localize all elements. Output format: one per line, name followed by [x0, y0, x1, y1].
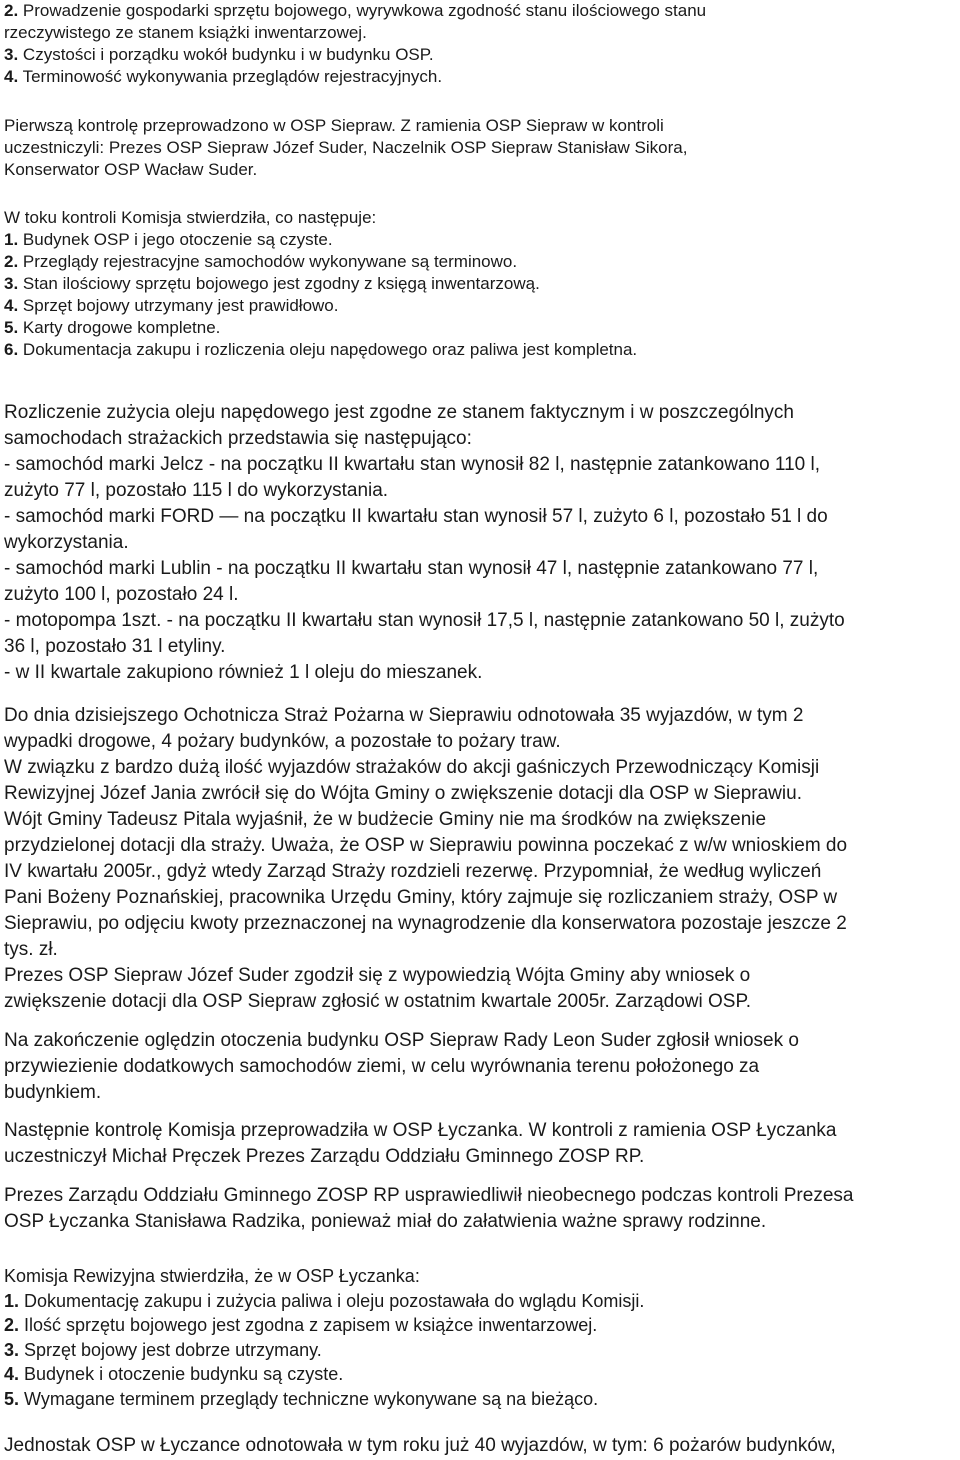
item-text: Sprzęt bojowy jest dobrze utrzymany. — [19, 1339, 322, 1360]
item-number: 4. — [4, 1364, 20, 1384]
text-line: uczestniczył Michał Pręczek Prezes Zarządu Oddziału Gminnego ZOSP RP. — [4, 1146, 645, 1167]
list-item — [4, 22, 706, 44]
item-number: 5. — [4, 1388, 20, 1409]
item-number: 3. — [4, 45, 19, 64]
findings-intro: Komisja Rewizyjna stwierdziła, że w OSP Łyczanka: — [4, 1266, 420, 1286]
text-line: W związku z bardzo dużą ilość wyjazdów strażaków do akcji gaśniczych Przewodniczący Komisji — [4, 757, 820, 778]
text-line: Sieprawiu, po odjęciu kwoty przeznaczonej na wynagrodzenie dla konserwatora pozostaje jeszcze 2 — [4, 913, 847, 934]
item-text: Budynek i otoczenie budynku są czyste. — [19, 1364, 344, 1384]
closing-inspection-paragraph — [4, 1028, 799, 1106]
item-text: Ilość sprzętu bojowego jest zgodna z zapisem w książce inwentarzowej. — [19, 1315, 598, 1335]
list-item — [4, 66, 706, 88]
item-number: 5. — [4, 318, 19, 337]
item-text: Przeglądy rejestracyjne samochodów wykonywane są terminowo. — [18, 252, 518, 271]
text-line: uczestniczyli: Prezes OSP Siepraw Józef Suder, Naczelnik OSP Siepraw Stanisław Sikora, — [4, 138, 688, 157]
list-item — [4, 251, 637, 273]
list-item — [4, 1338, 644, 1363]
list-item — [4, 317, 637, 339]
item-text: Terminowość wykonywania przeglądów rejestracyjnych. — [18, 67, 443, 86]
item-text: Stan ilościowy sprzętu bojowego jest zgodny z księgą inwentarzową. — [18, 274, 540, 293]
findings-list-lyczanka — [4, 1264, 644, 1411]
list-item — [4, 0, 706, 22]
item-text: Budynek OSP i jego otoczenie są czyste. — [18, 230, 333, 249]
list-item — [4, 1289, 644, 1314]
text-line: Następnie kontrolę Komisja przeprowadziła w OSP Łyczanka. W kontroli z ramienia OSP Łyczanka — [4, 1120, 837, 1141]
list-item — [4, 295, 637, 317]
text-line: 36 l, pozostało 31 l etyliny. — [4, 636, 226, 657]
control-scope-list — [4, 0, 706, 88]
item-number: 4. — [4, 67, 19, 86]
fuel-settlement-paragraph — [4, 400, 845, 686]
text-line: Prezes Zarządu Oddziału Gminnego ZOSP RP usprawiedliwił nieobecnego podczas kontroli Prezesa — [4, 1185, 854, 1206]
text-line: zużyto 100 l, pozostało 24 l. — [4, 584, 239, 605]
text-line: Do dnia dzisiejszego Ochotnicza Straż Pożarna w Sieprawiu odnotowała 35 wyjazdów, w tym 2 — [4, 705, 804, 726]
list-item — [4, 1387, 644, 1412]
text-line: tys. zł. — [4, 939, 58, 960]
text-line: przydzielonej dotacji dla straży. Uważa, że OSP w Sieprawiu powinna poczekać z w/w wnioskiem do — [4, 835, 848, 856]
text-line: - samochód marki Jelcz - na początku II kwartału stan wynosił 82 l, następnie zatankowano 110 l, — [4, 454, 820, 475]
text-line: zwiększenie dotacji dla OSP Siepraw zgłosić w ostatnim kwartale 2005r. Zarządowi OSP. — [4, 991, 751, 1012]
text-line: wypadki drogowe, 4 pożary budynków, a pozostałe to pożary traw. — [4, 731, 561, 752]
item-number: 3. — [4, 1339, 20, 1360]
list-item — [4, 273, 637, 295]
text-line: Rewizyjnej Józef Jania zwrócił się do Wójta Gminy o zwiększenie dotacji dla OSP w Sieprawiu. — [4, 783, 802, 804]
first-control-paragraph — [4, 115, 687, 181]
text-line: - samochód marki FORD — na początku II kwartału stan wynosił 57 l, zużyto 6 l, pozostało 51 l do — [4, 506, 828, 527]
text-line: Jednostak OSP w Łyczance odnotowała w tym roku już 40 wyjazdów, w tym: 6 pożarów budynków, — [4, 1435, 836, 1456]
dispatches-paragraph — [4, 703, 847, 1015]
list-item — [4, 229, 637, 251]
text-line: Pierwszą kontrolę przeprowadzono w OSP Siepraw. Z ramienia OSP Siepraw w kontroli — [4, 116, 664, 135]
text-line: budynkiem. — [4, 1082, 102, 1103]
item-number: 2. — [4, 1, 19, 20]
text-line: - motopompa 1szt. - na początku II kwartału stan wynosił 17,5 l, następnie zatankowano 50 l, zużyto — [4, 610, 845, 631]
list-item — [4, 1362, 644, 1387]
item-number: 1. — [4, 230, 19, 249]
findings-intro: W toku kontroli Komisja stwierdziła, co następuje: — [4, 208, 377, 227]
text-line: OSP Łyczanka Stanisława Radzika, ponieważ miał do załatwienia ważne sprawy rodzinne. — [4, 1211, 767, 1232]
absence-paragraph — [4, 1183, 853, 1235]
text-line: Wójt Gminy Tadeusz Pitala wyjaśnił, że w budżecie Gminy nie ma środków na zwiększenie — [4, 809, 767, 830]
text-line: - samochód marki Lublin - na początku II kwartału stan wynosił 47 l, następnie zatankowano 77 l, — [4, 558, 819, 579]
list-item — [4, 44, 706, 66]
lyczanka-control-paragraph — [4, 1118, 837, 1170]
list-item — [4, 339, 637, 361]
item-number: 4. — [4, 296, 19, 315]
text-line: Prezes OSP Siepraw Józef Suder zgodził się z wypowiedzią Wójta Gminy aby wniosek o — [4, 965, 751, 986]
item-text: Prowadzenie gospodarki sprzętu bojowego, wyrywkowa zgodność stanu ilościowego stanu — [18, 1, 707, 20]
item-number: 3. — [4, 274, 19, 293]
item-text: Karty drogowe kompletne. — [18, 318, 221, 337]
findings-list-siepraw — [4, 207, 637, 361]
item-text: Dokumentację zakupu i zużycia paliwa i oleju pozostawała do wglądu Komisji. — [19, 1290, 645, 1311]
item-number: 1. — [4, 1290, 20, 1311]
text-line: Konserwator OSP Wacław Suder. — [4, 160, 258, 179]
text-line: Rozliczenie zużycia oleju napędowego jest zgodne ze stanem faktycznym i w poszczególnych — [4, 402, 794, 423]
text-line: wykorzystania. — [4, 532, 129, 553]
text-line: przywiezienie dodatkowych samochodów ziemi, w celu wyrównania terenu położonego za — [4, 1056, 760, 1077]
item-number: 2. — [4, 1315, 20, 1335]
item-number: 2. — [4, 252, 19, 271]
list-item — [4, 1313, 644, 1338]
lyczanka-dispatches-paragraph — [4, 1433, 836, 1459]
item-text: rzeczywistego ze stanem książki inwentarzowej. — [4, 23, 367, 42]
item-text: Sprzęt bojowy utrzymany jest prawidłowo. — [18, 296, 339, 315]
item-text: Czystości i porządku wokół budynku i w budynku OSP. — [18, 45, 434, 64]
text-line: Pani Bożeny Poznańskiej, pracownika Urzędu Gminy, który zajmuje się rozliczaniem straży, OSP w — [4, 887, 838, 908]
text-line: Na zakończenie oględzin otoczenia budynku OSP Siepraw Rady Leon Suder zgłosił wniosek o — [4, 1030, 799, 1051]
item-text: Wymagane terminem przeglądy techniczne wykonywane są na bieżąco. — [19, 1388, 599, 1409]
item-number: 6. — [4, 340, 19, 359]
text-line: IV kwartału 2005r., gdyż wtedy Zarząd Straży rozdzieli rezerwę. Przypomniał, że według wyliczeń — [4, 861, 822, 882]
item-text: Dokumentacja zakupu i rozliczenia oleju napędowego oraz paliwa jest kompletna. — [18, 340, 638, 359]
text-line: - w II kwartale zakupiono również 1 l oleju do mieszanek. — [4, 662, 483, 683]
text-line: samochodach strażackich przedstawia się następująco: — [4, 428, 472, 449]
text-line: zużyto 77 l, pozostało 115 l do wykorzystania. — [4, 480, 389, 501]
